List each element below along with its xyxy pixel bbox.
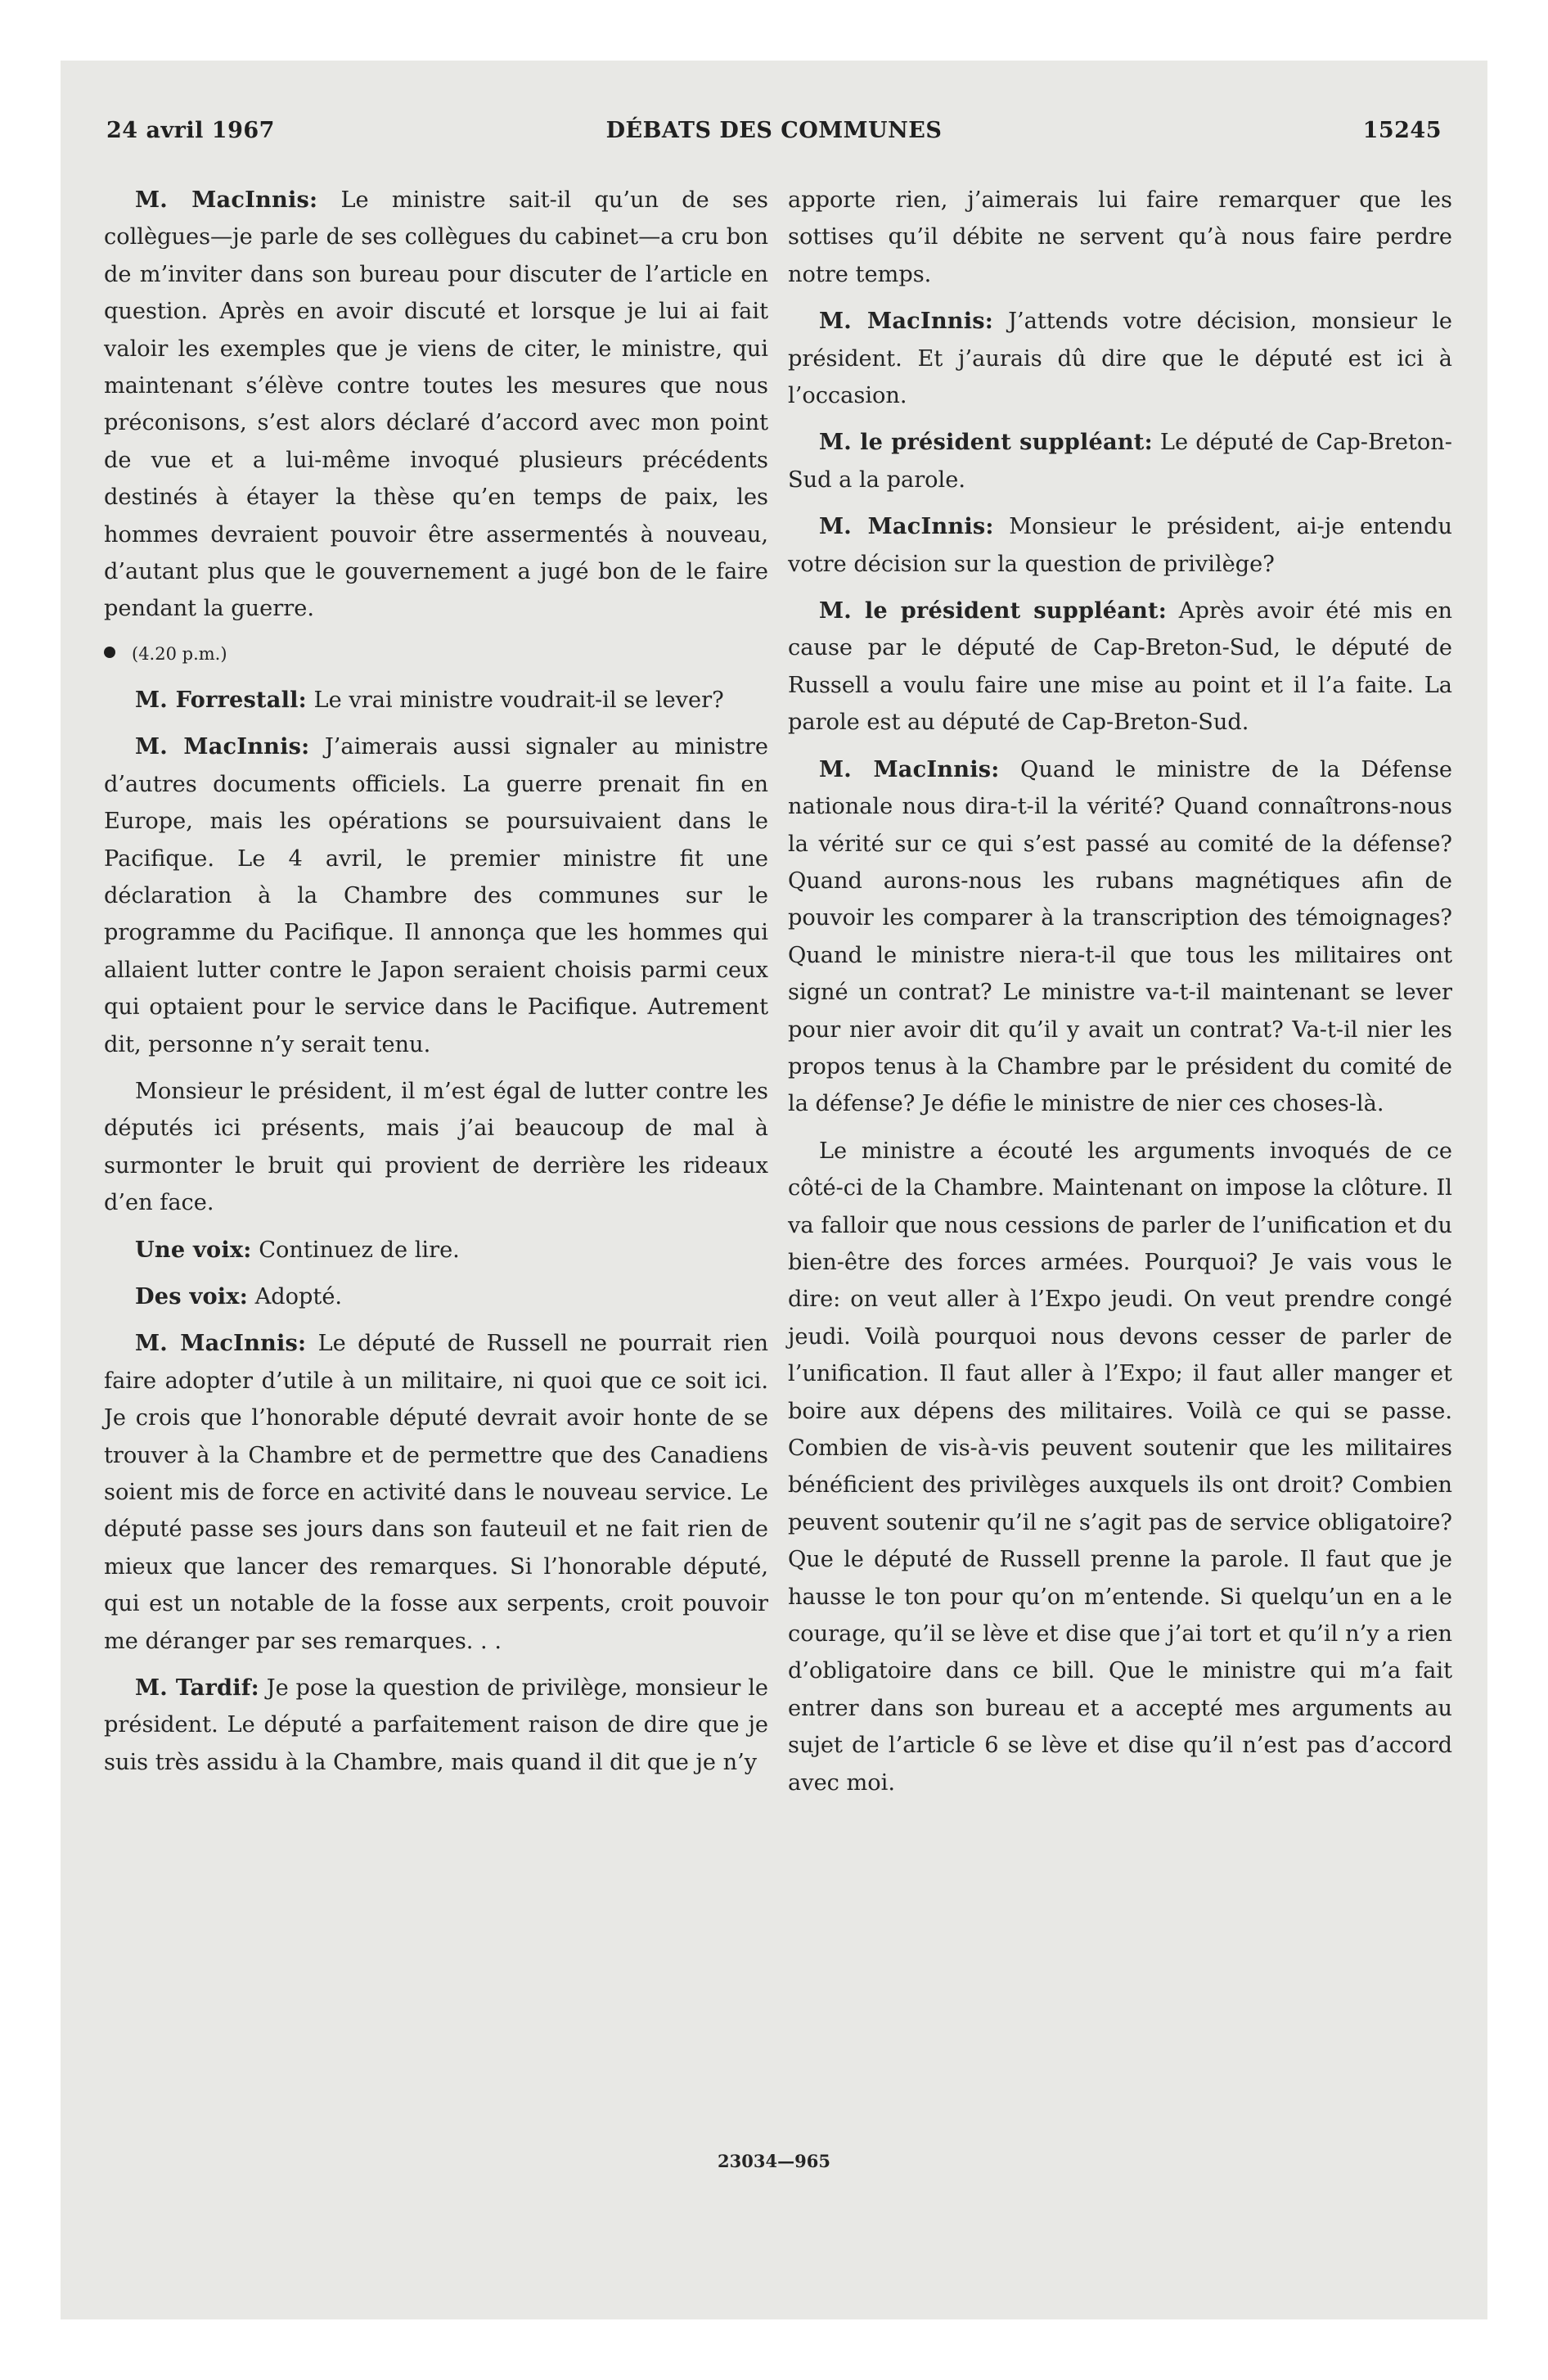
timestamp-text: (4.20 p.m.) bbox=[132, 643, 227, 664]
paragraph-text: Le député de Cap-Breton-Sud a la parole. bbox=[788, 430, 1452, 493]
paragraph bbox=[788, 508, 1452, 583]
speaker-name: M. MacInnis: bbox=[819, 755, 1000, 782]
paragraph-text: apporte rien, j’aimerais lui faire remarquer que les sottises qu’il débite ne servent qu’à nous faire perdre notre temps. bbox=[788, 187, 1452, 287]
header-date: 24 avril 1967 bbox=[106, 118, 275, 143]
paragraph-text: Le ministre sait-il qu’un de ses collègues—je parle de ses collègues du cabinet—a cru bon de m’inviter dans son bureau pour discuter de l’article en question. Après en avoir discuté et lorsque je lui ai fait valoir les exemples que je viens de citer, le ministre, qui maintenant s’élève contre toutes les mesures que nous préconisons, s’est alors déclaré d’accord avec mon point de vue et a lui-même invoqué plusieurs précédents destinés à étayer la thèse qu’en temps de paix, les hommes devraient pouvoir être assermentés à nouveau, d’autant plus que le gouvernement a jugé bon de le faire pendant la guerre. bbox=[104, 187, 768, 622]
paragraph bbox=[104, 182, 768, 628]
paragraph bbox=[788, 751, 1452, 1123]
paragraph-text: Après avoir été mis en cause par le député de Cap-Breton-Sud, le député de Russell a voulu faire une mise au point et il l’a faite. La parole est au député de Cap-Breton-Sud. bbox=[788, 598, 1453, 736]
speaker-name: M. MacInnis: bbox=[819, 513, 994, 540]
paragraph bbox=[104, 1232, 768, 1269]
speaker-name: M. Forrestall: bbox=[135, 686, 307, 713]
paragraph bbox=[104, 1278, 768, 1315]
speaker-name: Des voix: bbox=[135, 1282, 248, 1309]
speaker-name: M. le président suppléant: bbox=[819, 429, 1153, 456]
paragraph-text: Je pose la question de privilège, monsieur le président. Le député a parfaitement raison de dire que je suis très assidu à la Chambre, mais quand il dit que je n’y bbox=[104, 1675, 769, 1775]
paragraph bbox=[104, 1325, 768, 1660]
paragraph-text: J’attends votre décision, monsieur le président. Et j’aurais dû dire que le député est ici à l’occasion. bbox=[788, 309, 1452, 409]
document-page bbox=[61, 61, 1487, 2319]
speaker-name: M. MacInnis: bbox=[135, 733, 310, 760]
speaker-name: M. MacInnis: bbox=[135, 1330, 307, 1357]
paragraph-text: Le ministre a écouté les arguments invoqués de ce côté-ci de la Chambre. Maintenant on impose la clôture. Il va falloir que nous cessions de parler de l’unification et du bien-être des forces armées. Pourquoi? Je vais vous le dire: on veut aller à l’Expo jeudi. On veut prendre congé jeudi. Voilà pourquoi nous devons cesser de parler de l’unification. Il faut aller à l’Expo; il faut aller manger et boire aux dépens des militaires. Voilà ce qui se passe. Combien de vis-à-vis peuvent soutenir que les militaires bénéficient des privilèges auxquels ils ont droit? Combien peuvent soutenir qu’il ne s’agit pas de service obligatoire? Que le député de Russell prenne la parole. Il faut que je hausse le ton pour qu’on m’entende. Si quelqu’un en a le courage, qu’il se lève et dise que j’ai tort et qu’il n’y a rien d’obligatoire dans ce bill. Que le ministre qui m’a fait entrer dans son bureau et a accepté mes arguments au sujet de l’article 6 se lève et dise qu’il n’est pas d’accord avec moi. bbox=[788, 1138, 1452, 1796]
header-title: DÉBATS DES COMMUNES bbox=[605, 118, 943, 143]
paragraph-text: Le député de Russell ne pourrait rien faire adopter d’utile à un militaire, ni quoi que ce soit ici. Je crois que l’honorable député devrait avoir honte de se trouver à la Chambre et de permettre que des Canadiens soient mis de force en activité dans le nouveau service. Le député passe ses jours dans son fauteuil et ne fait rien de mieux que lancer des remarques. Si l’honorable député, qui est un notable de la fosse aux serpents, croit pouvoir me déranger par ses remarques. . . bbox=[104, 1331, 768, 1654]
paragraph bbox=[104, 1073, 768, 1222]
paragraph bbox=[788, 182, 1452, 293]
right-column bbox=[788, 182, 1452, 1811]
paragraph bbox=[788, 1133, 1452, 1801]
paragraph bbox=[104, 728, 768, 1063]
paragraph-text: Continuez de lire. bbox=[251, 1237, 460, 1263]
speaker-name: Une voix: bbox=[135, 1236, 252, 1263]
speaker-name: M. MacInnis: bbox=[819, 308, 994, 335]
speaker-name: M. Tardif: bbox=[135, 1675, 259, 1702]
speaker-name: M. le président suppléant: bbox=[819, 597, 1167, 624]
paragraph-text: Quand le ministre de la Défense nationale nous dira-t-il la vérité? Quand connaîtrons-nous la vérité sur ce qui s’est passé au comité de la défense? Quand aurons-nous les rubans magnétiques afin de pouvoir les comparer à la transcription des témoignages? Quand le ministre niera-t-il que tous les militaires ont signé un contrat? Le ministre va-t-il maintenant se lever pour nier avoir dit qu’il y avait un contrat? Va-t-il nier les propos tenus à la Chambre par le président du comité de la défense? Je défie le ministre de nier ces choses-là. bbox=[788, 756, 1452, 1117]
paragraph-text: Monsieur le président, ai-je entendu votre décision sur la question de privilège? bbox=[788, 514, 1452, 577]
paragraph bbox=[104, 682, 768, 719]
paragraph bbox=[788, 424, 1452, 498]
paragraph-text: Le vrai ministre voudrait-il se lever? bbox=[306, 687, 724, 713]
left-column bbox=[104, 182, 768, 1791]
page-footer-code: 23034—965 bbox=[718, 2151, 830, 2171]
header-page-number: 15245 bbox=[1362, 118, 1442, 143]
paragraph-text: Adopté. bbox=[247, 1283, 343, 1309]
paragraph bbox=[788, 303, 1452, 414]
paragraph bbox=[104, 1670, 768, 1781]
bullet-icon bbox=[104, 647, 115, 658]
paragraph-text: Monsieur le président, il m’est égal de lutter contre les députés ici présents, mais j’ai beaucoup de mal à surmonter le bruit qui provient de derrière les rideaux d’en face. bbox=[104, 1078, 768, 1216]
speaker-name: M. MacInnis: bbox=[135, 187, 318, 213]
page-header bbox=[106, 118, 1442, 154]
timestamp bbox=[104, 638, 768, 670]
paragraph-text: J’aimerais aussi signaler au ministre d’autres documents officiels. La guerre prenait fin en Europe, mais les opérations se poursuivaient dans le Pacifique. Le 4 avril, le premier ministre fit une déclaration à la Chambre des communes sur le programme du Pacifique. Il annonça que les hommes qui allaient lutter contre le Japon seraient choisis parmi ceux qui optaient pour le service dans le Pacifique. Autrement dit, personne n’y serait tenu. bbox=[104, 734, 768, 1057]
paragraph bbox=[788, 593, 1452, 741]
